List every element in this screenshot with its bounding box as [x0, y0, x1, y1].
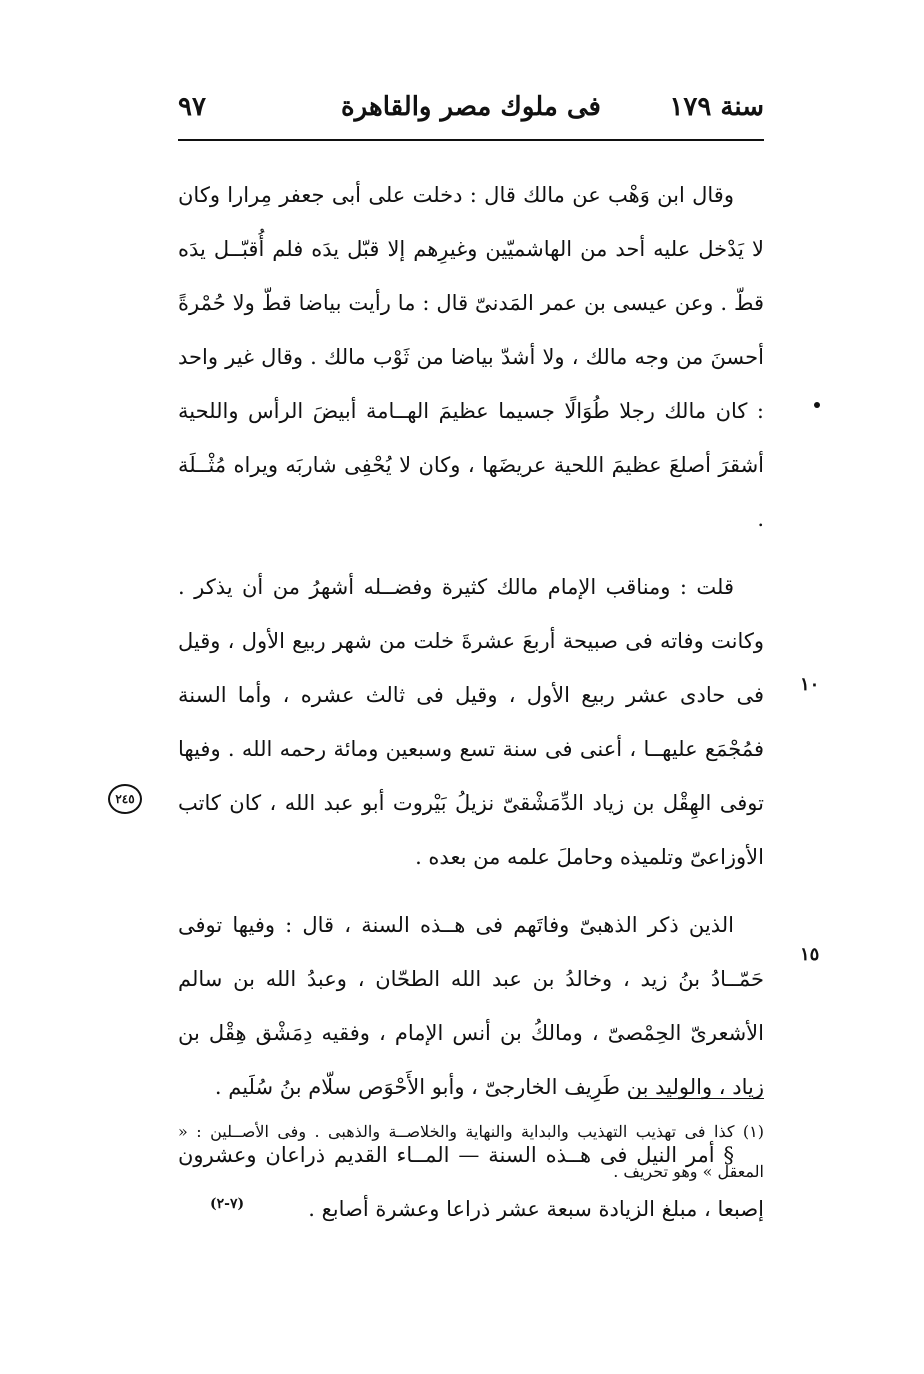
footnote-rule	[630, 1098, 764, 1099]
header-rule	[178, 139, 764, 141]
marginal-seal: ٢٤٥	[108, 784, 142, 814]
margin-line-number-15: ١٥	[800, 944, 820, 965]
page-number: ٩٧	[178, 92, 206, 122]
paragraph-malik-death: قلت : ومناقب الإمام مالك كثيرة وفضــله أشهرُ من أن يذكر . وكانت وفاته فى صبيحة أربعَ عشرةَ خلت من شهر ربيع الأول ، وقيل فى حادى عشر ربيع الأول ، وقيل فى ثالث عشره ، وأما السنة فمُجْمَع عليهــا ، أعنى فى سنة تسع وسبعين ومائة رحمه الله . وفيها توفى الهِقْل بن زياد الدِّمَشْقىّ نزيلُ بَيْروت أبو عبد الله ، كان كاتب الأوزاعىّ وتلميذه وحاملَ علمه من بعده .	[178, 575, 764, 869]
footnote-text: (١) كذا فى تهذيب التهذيب والبداية والنهاية والخلاصــة والذهبى . وفى الأصــلين : « المعقل » وهو تحريف .	[178, 1122, 764, 1181]
printer-signature: (٧-٢)	[210, 1196, 245, 1212]
paragraph-dhahabi-deaths: الذين ذكر الذهبىّ وفاتَهم فى هــذه السنة ، قال : وفيها توفى حَمّــادُ بنُ زيد ، وخالدُ بن عبد الله الطحّان ، وعبدُ الله بن سالم الأشعرىّ الحِمْصىّ ، ومالكُ بن أنس الإمام ، وفقيه دِمَشْق هِقْل بن زياد ، والوليد بن طَرِيف الخارجىّ ، وأبو الأَحْوَص سلّام بنُ سُلَيم .	[178, 913, 764, 1099]
header-title: فى ملوك مصر والقاهرة	[341, 92, 601, 122]
margin-line-number-10: ١٠	[800, 674, 820, 695]
footnote	[178, 1112, 764, 1192]
header-year: سنة ١٧٩	[669, 92, 764, 122]
running-header	[178, 92, 764, 132]
paragraph-malik-description: وقال ابن وَهْب عن مالك قال : دخلت على أبى جعفر مِرارا وكان لا يَدْخل عليه أحد من الهاشميّين وغيرِهم إلا قبّل يدَه فلم أُقبّــل يدَه قطّ . وعن عيسى بن عمر المَدنىّ قال : ما رأيت بياضا قطّ ولا حُمْرةً أحسنَ من وجه مالك ، ولا أشدّ بياضا من ثَوْب مالك . وقال غير واحد : كان مالك رجلا طُوَالًا جسيما عظيمَ الهــامة أبيضَ الرأس واللحية أشقرَ أصلعَ عظيمَ اللحية عريضَها ، وكان لا يُحْفِى شاربَه ويراه مُثْــلَة .	[178, 183, 764, 531]
body-text	[178, 168, 764, 1236]
margin-dot	[814, 402, 820, 408]
paragraph-nile-level: § أمر النيل فى هــذه السنة — المــاء القديم ذراعان وعشرون إصبعا ، مبلغ الزيادة سبعة عشر ذراعا وعشرة أصابع .	[178, 1143, 764, 1221]
